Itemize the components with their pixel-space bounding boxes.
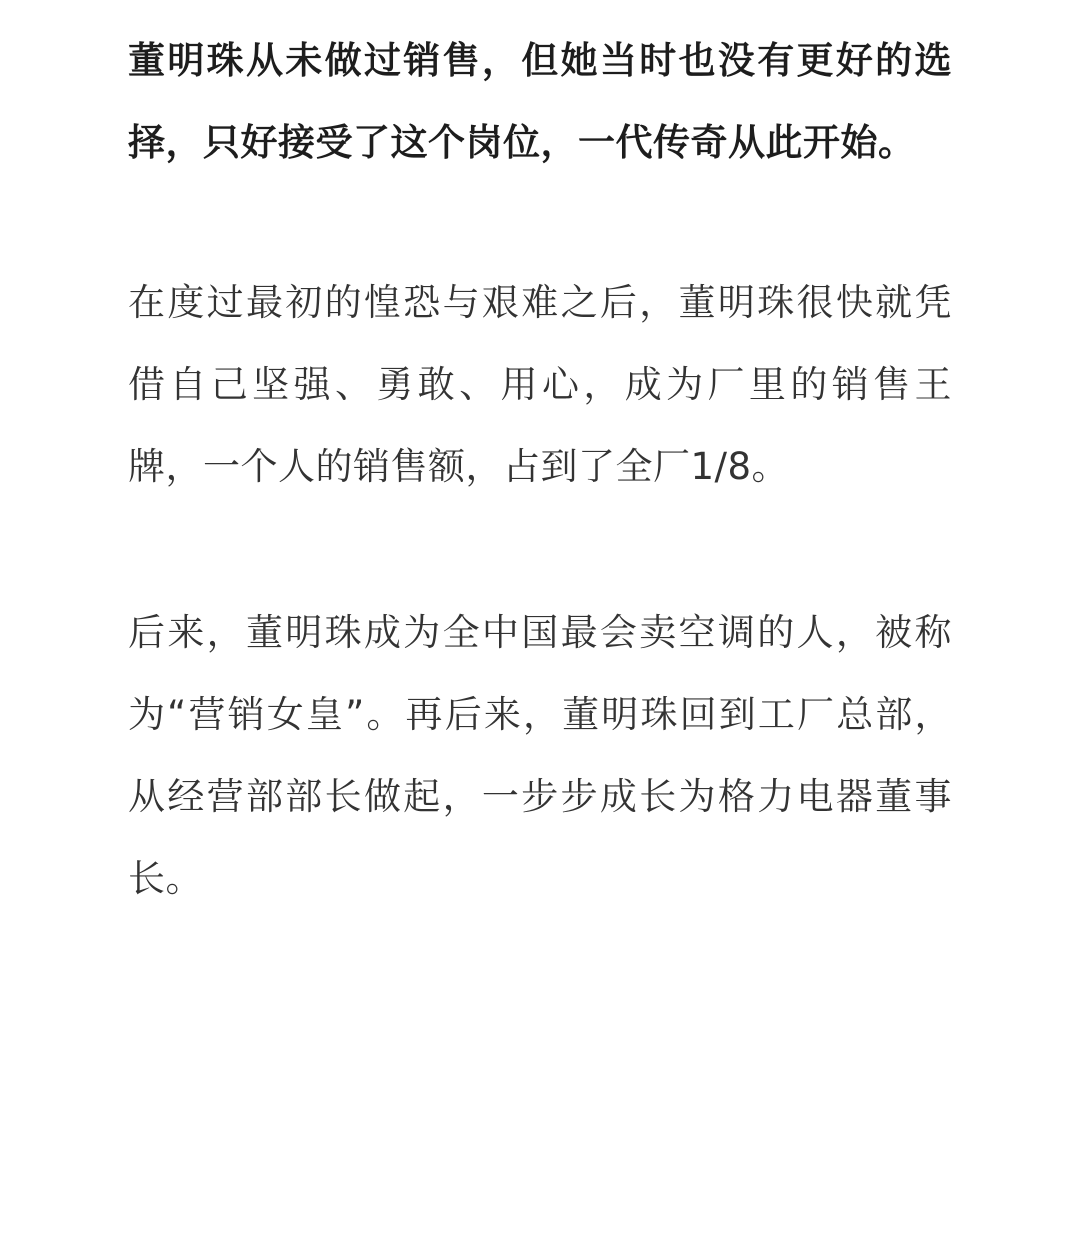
paragraph-1: 董明珠从未做过销售，但她当时也没有更好的选择，只好接受了这个岗位，一代传奇从此开始。	[128, 39, 952, 164]
paragraph-spacer-2	[128, 508, 952, 592]
paragraph-spacer-1	[128, 184, 952, 262]
paragraph-2: 在度过最初的惶恐与艰难之后，董明珠很快就凭借自己坚强、勇敢、用心，成为厂里的销售王牌，一个人的销售额，占到了全厂1/8。	[128, 281, 952, 488]
paragraph-3: 后来，董明珠成为全中国最会卖空调的人，被称为“营销女皇”。再后来，董明珠回到工厂总部，从经营部部长做起，一步步成长为格力电器董事长。	[128, 611, 952, 900]
